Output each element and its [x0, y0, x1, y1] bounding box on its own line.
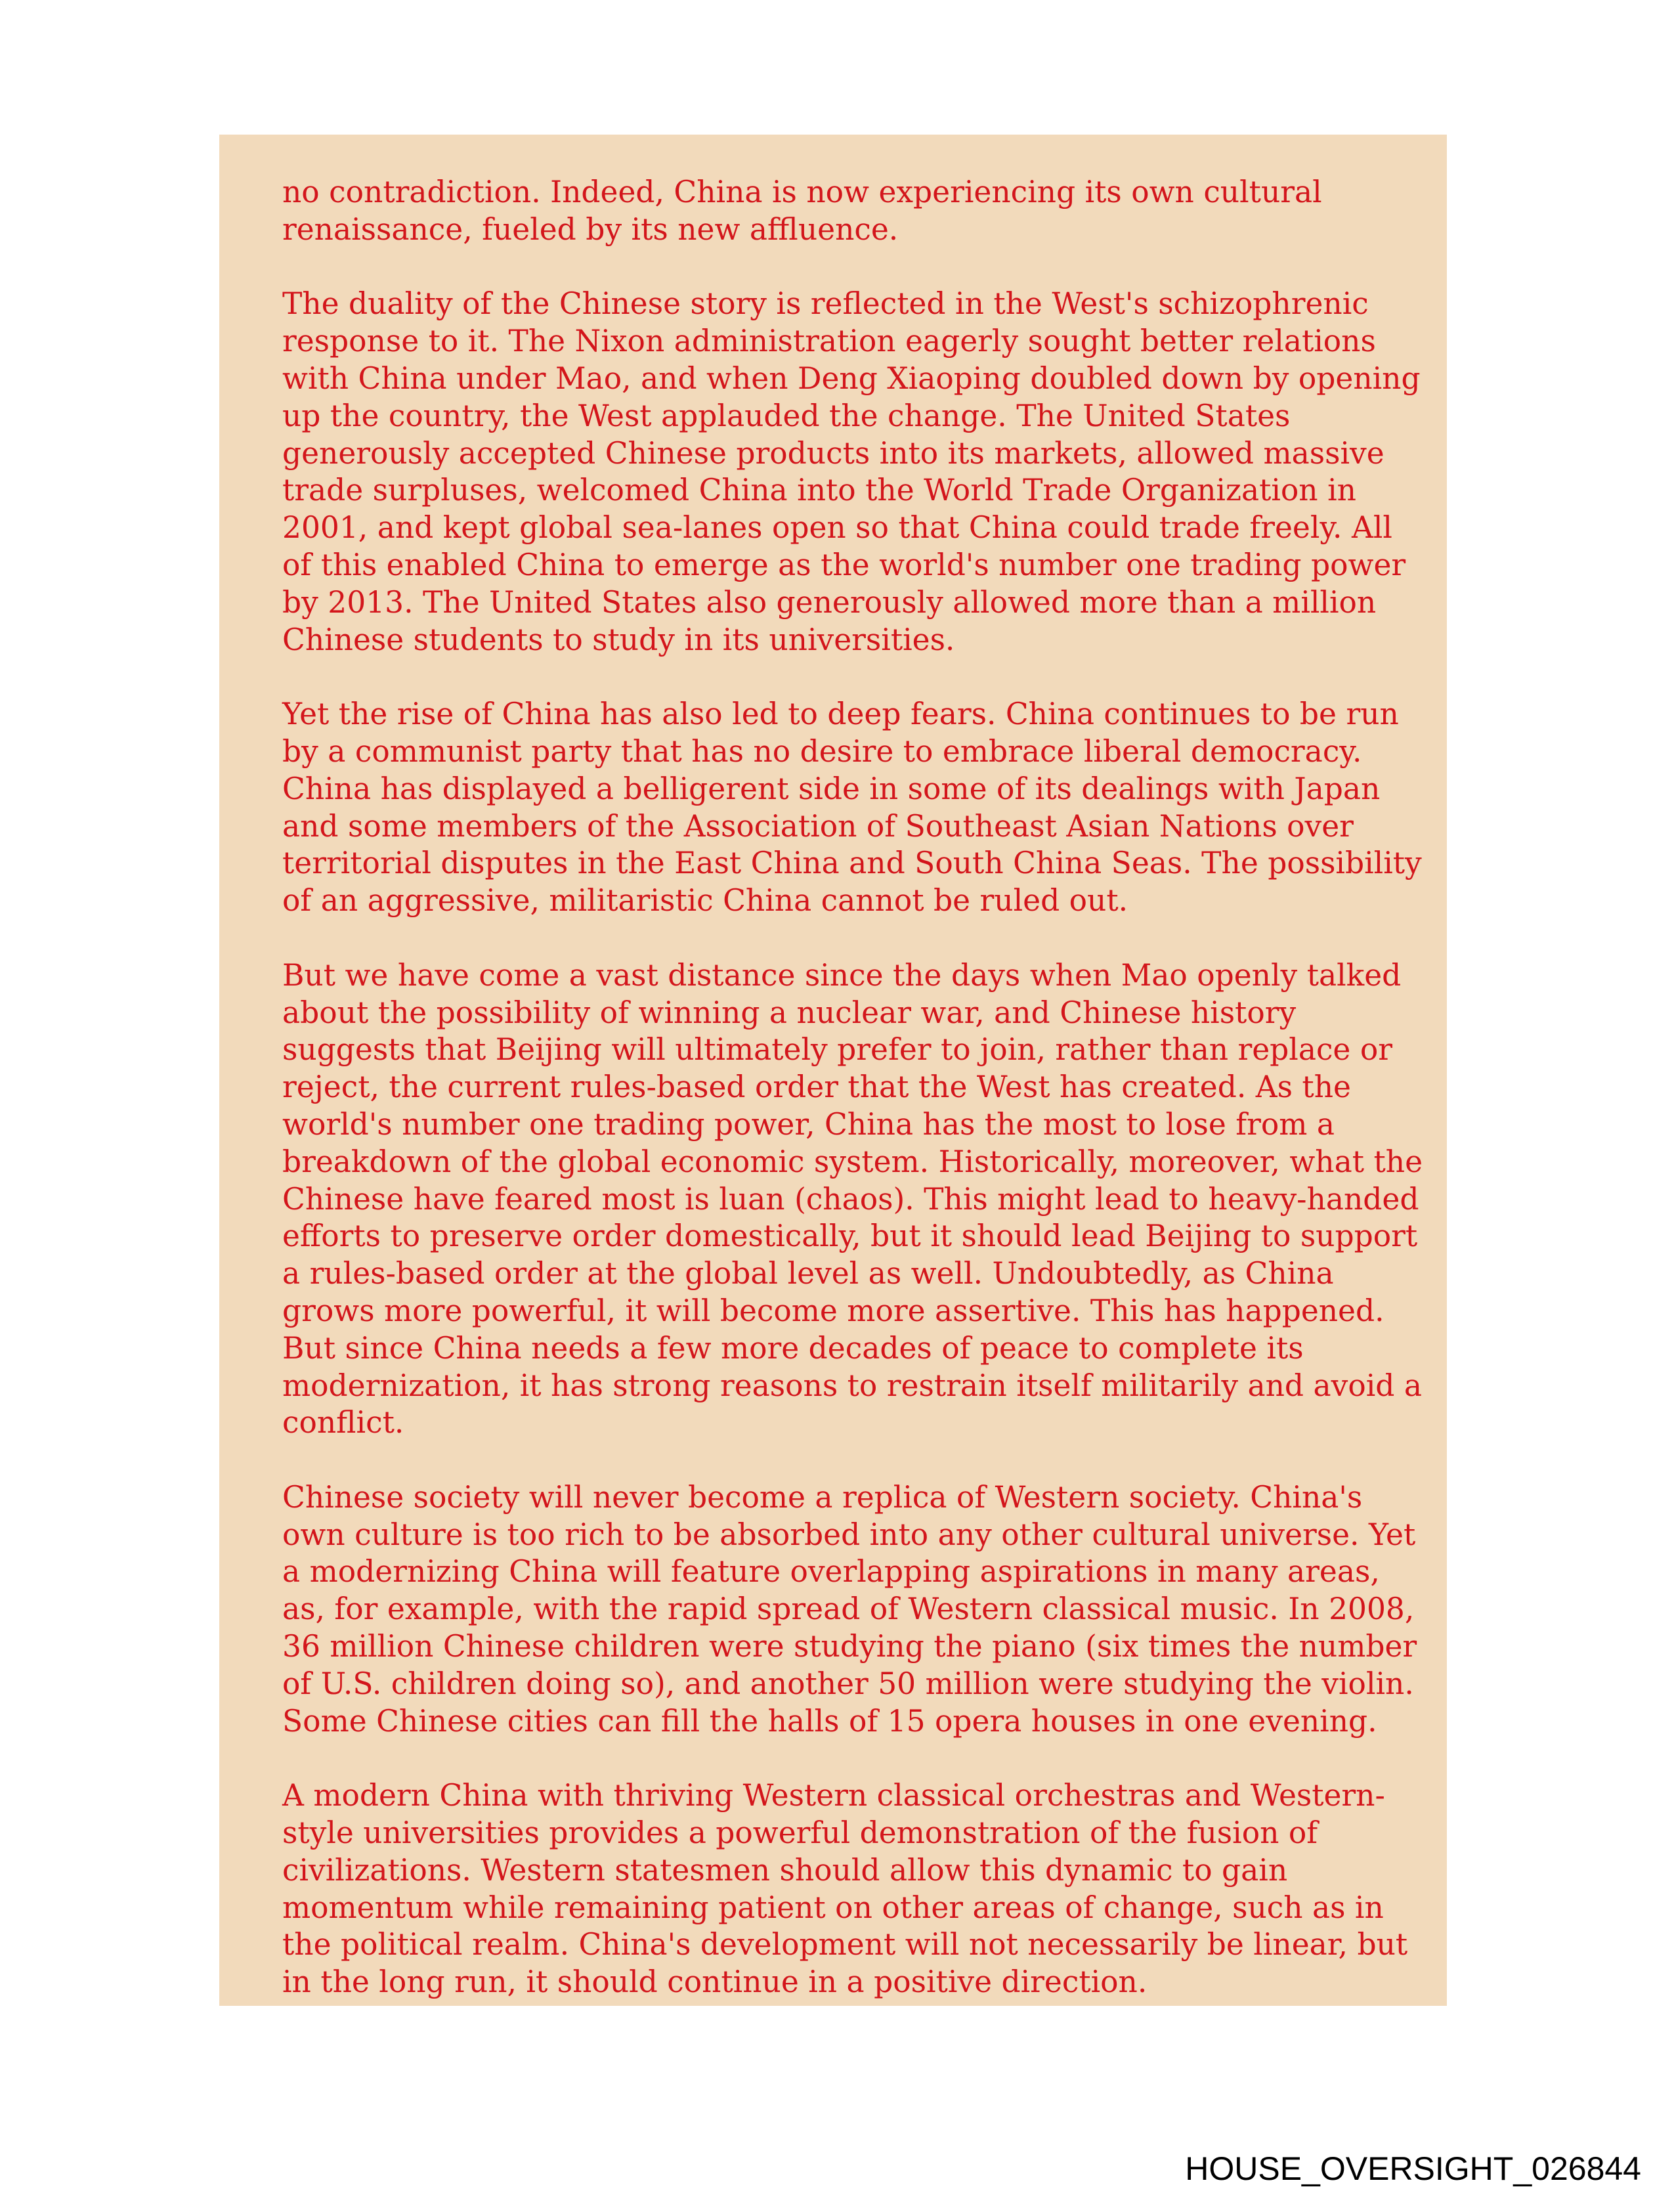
bates-stamp: HOUSE_OVERSIGHT_026844: [1185, 2150, 1641, 2187]
article-panel: [219, 135, 1447, 2006]
article-body: [282, 174, 1425, 2001]
paragraph: no contradiction. Indeed, China is now experiencing its own cultural renaissance, fueled by its new affluence.: [282, 175, 1322, 247]
paragraph: A modern China with thriving Western classical orchestras and Western-style universities provides a powerful demonstration of the fusion of civilizations. Western statesmen should allow this dynamic to gain momentum while remaining patient on other areas of change, such as in the political realm. China's development will not necessarily be linear, but in the long run, it should continue in a positive direction.: [282, 1778, 1408, 2000]
paragraph: But we have come a vast distance since the days when Mao openly talked about the possibility of winning a nuclear war, and Chinese history suggests that Beijing will ultimately prefer to join, rather than replace or reject, the current rules-based order that the West has created. As the world's number one trading power, China has the most to lose from a breakdown of the global economic system. Historically, moreover, what the Chinese have feared most is luan (chaos). This might lead to heavy-handed efforts to preserve order domestically, but it should lead Beijing to support a rules-based order at the global level as well. Undoubtedly, as China grows more powerful, it will become more assertive. This has happened. But since China needs a few more decades of peace to complete its modernization, it has strong reasons to restrain itself militarily and avoid a conflict.: [282, 957, 1423, 1441]
paragraph: The duality of the Chinese story is reflected in the West's schizophrenic response to it. The Nixon administration eagerly sought better relations with China under Mao, and when Deng Xiaoping doubled down by opening up the country, the West applauded the change. The United States generously accepted Chinese products into its markets, allowed massive trade surpluses, welcomed China into the World Trade Organization in 2001, and kept global sea-lanes open so that China could trade freely. All of this enabled China to emerge as the world's number one trading power by 2013. The United States also generously allowed more than a million Chinese students to study in its universities.: [282, 286, 1421, 657]
paragraph: Yet the rise of China has also led to deep fears. China continues to be run by a communist party that has no desire to embrace liberal democracy. China has displayed a belligerent side in some of its dealings with Japan and some members of the Association of Southeast Asian Nations over territorial disputes in the East China and South China Seas. The possibility of an aggressive, militaristic China cannot be ruled out.: [282, 697, 1422, 919]
paragraph: Chinese society will never become a replica of Western society. China's own culture is too rich to be absorbed into any other cultural universe. Yet a modernizing China will feature overlapping aspirations in many areas, as, for example, with the rapid spread of Western classical music. In 2008, 36 million Chinese children were studying the piano (six times the number of U.S. children doing so), and another 50 million were studying the violin. Some Chinese cities can fill the halls of 15 opera houses in one evening.: [282, 1479, 1417, 1739]
